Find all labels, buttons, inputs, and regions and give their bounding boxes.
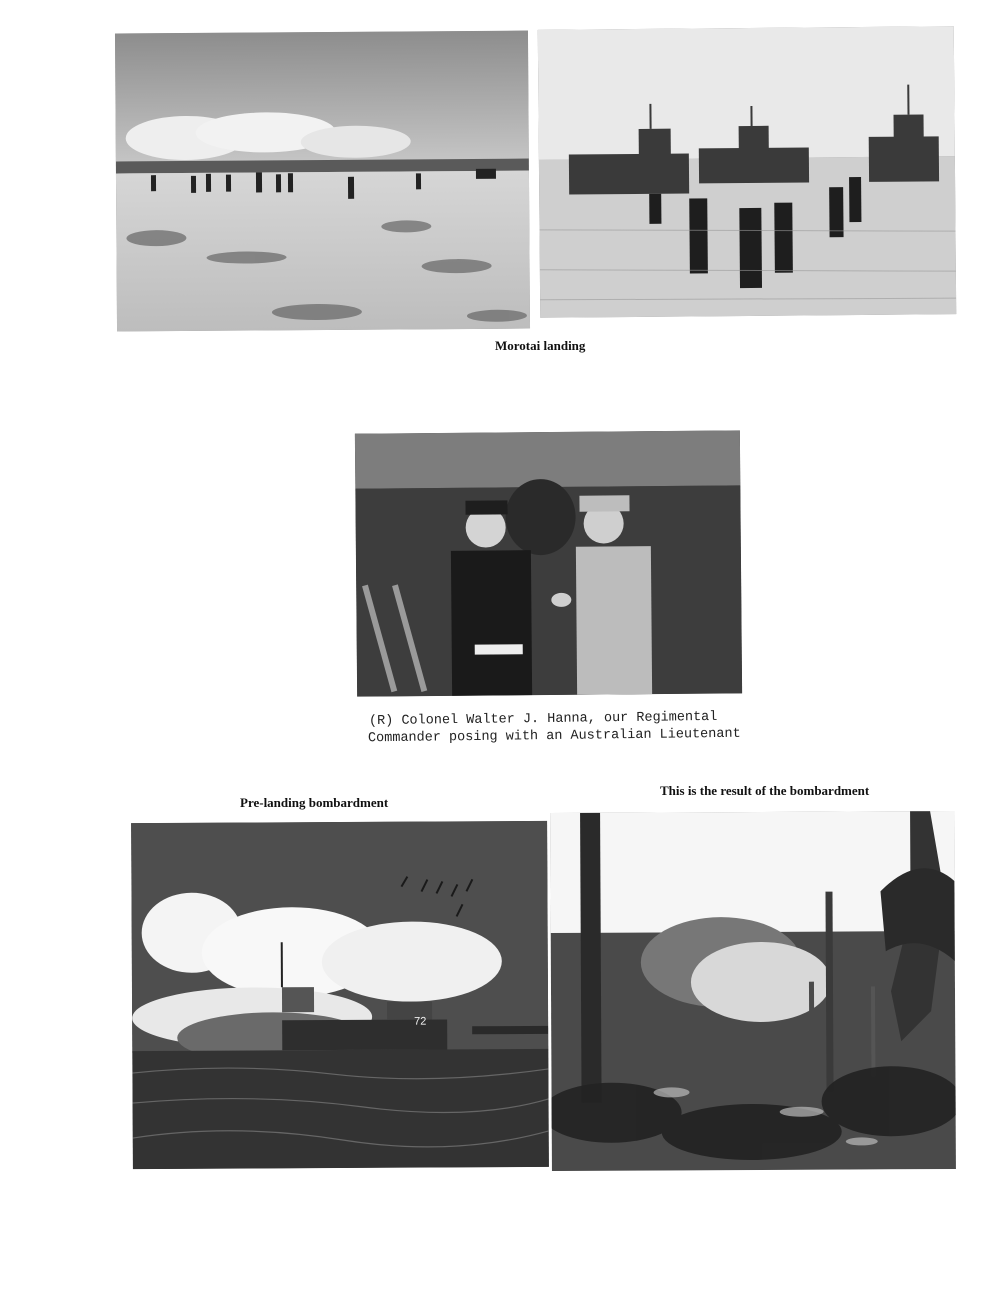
caption-pre-landing: Pre-landing bombardment <box>240 795 389 810</box>
photo-troops-wading <box>538 26 956 318</box>
caption-bombardment-result: This is the result of the bombardment <box>660 783 870 798</box>
caption-colonel-line2: Commander posing with an Australian Lieutenant <box>367 726 741 747</box>
caption-colonel-line1: (R) Colonel Walter J. Hanna, our Regimental <box>368 709 718 730</box>
ship-hull-number: 72 <box>414 1015 427 1028</box>
caption-morotai-landing: Morotai landing <box>495 338 586 353</box>
photo-bombardment-result <box>550 811 956 1171</box>
photo-morotai-beach <box>115 31 530 332</box>
photo-pre-landing-bombardment <box>131 821 549 1169</box>
photo-colonel-hanna <box>355 430 742 696</box>
